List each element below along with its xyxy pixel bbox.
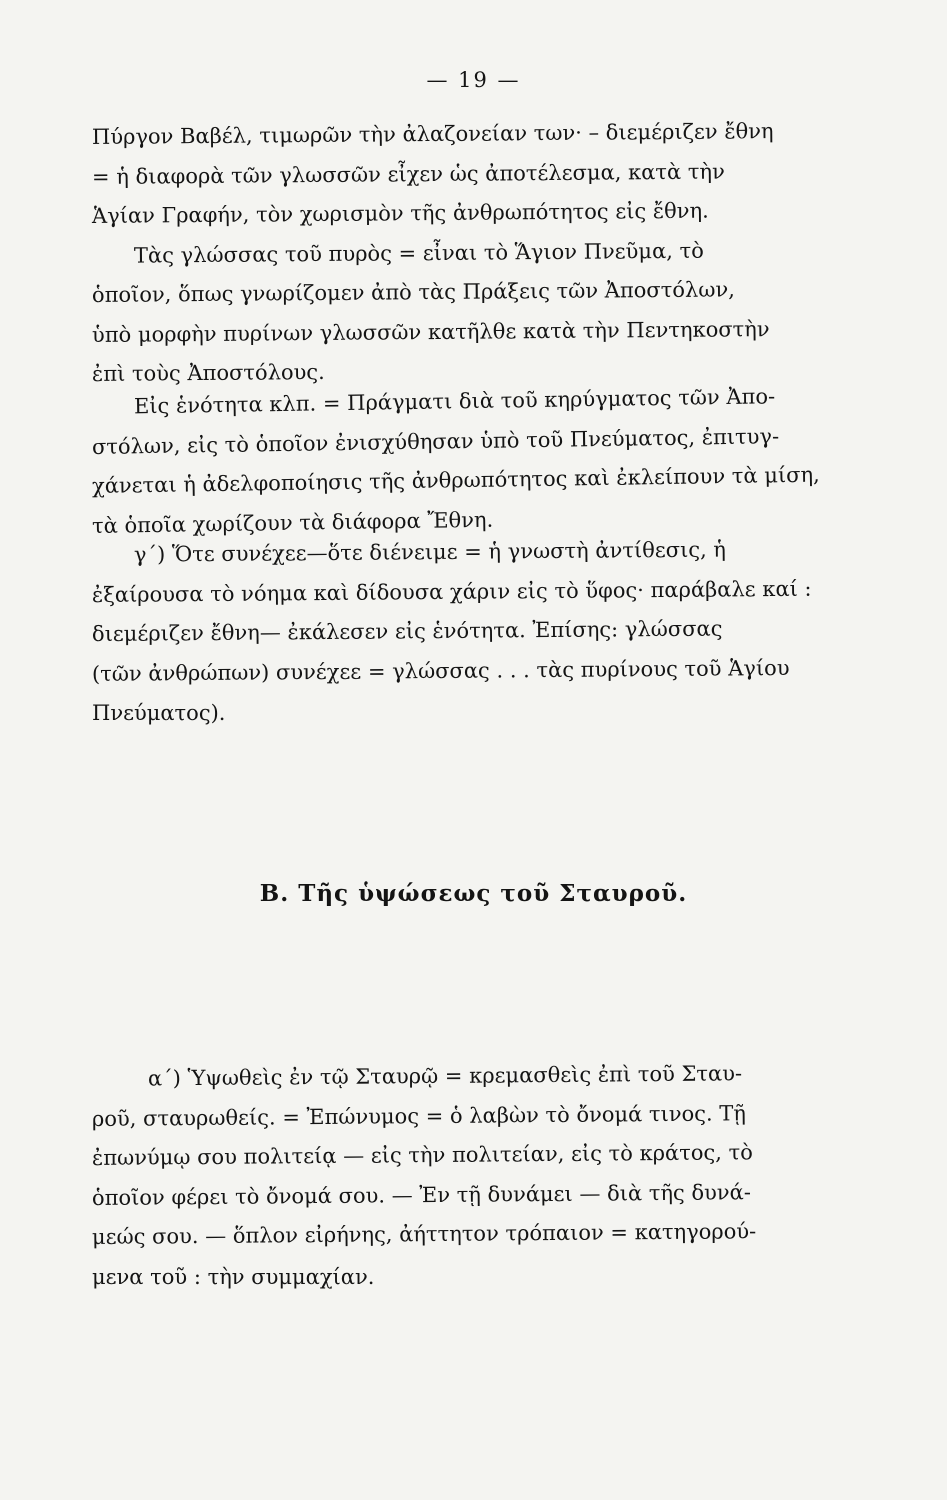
text-line: ροῦ, σταυρωθείς. = Ἐπώνυμος = ὁ λαβὼν τὸ ὄνομά τινος. Τῇ xyxy=(91,1100,747,1131)
page-number: — 19 — xyxy=(426,68,521,92)
text-line: = ἡ διαφορὰ τῶν γλωσσῶν εἶχεν ὡς ἀποτέλεσμα, κατὰ τὴν xyxy=(91,158,725,189)
text-line: Πνεύματος). xyxy=(92,701,226,725)
paragraph-tongues-explanation xyxy=(92,118,812,395)
text-line: Ἁγίαν Γραφήν, τὸν χωρισμὸν τῆς ἀνθρωπότητος εἰς ἔθνη. xyxy=(91,198,709,228)
text-line: χάνεται ἡ ἀδελφοποίησις τῆς ἀνθρωπότητος καὶ ἐκλείπουν τὰ μίση, xyxy=(91,462,820,498)
text-line: (τῶν ἀνθρώπων) συνέχεε = γλώσσας . . . τὰς πυρίνους τοῦ Ἁγίου xyxy=(91,655,790,686)
text-line: Εἰς ἑνότητα κλπ. = Πράγματι διὰ τοῦ κηρύγματος τῶν Ἀπο- xyxy=(133,384,776,419)
text-line: μενα τοῦ : τὴν συμμαχίαν. xyxy=(92,1264,375,1289)
text-line: ἐπὶ τοὺς Ἀποστόλους. xyxy=(91,359,325,386)
paragraph-unity xyxy=(91,384,820,546)
text-line: Πύργον Βαβέλ, τιμωρῶν τὴν ἀλαζονείαν των· – διεμέριζεν ἔθνη xyxy=(91,119,774,149)
paragraph-exaltation-of-cross xyxy=(92,1060,812,1297)
text-line: ἐπωνύμῳ σου πολιτείᾳ — εἰς τὴν πολιτείαν, εἰς τὸ κράτος, τὸ xyxy=(91,1140,753,1170)
text-line: διεμέριζεν ἔθνη— ἐκάλεσεν εἰς ἑνότητα. Ἐπίσης: γλώσσας xyxy=(91,616,723,646)
text-line: α΄) Ὑψωθεὶς ἐν τῷ Σταυρῷ = κρεμασθεὶς ἐπὶ τοῦ Σταυ- xyxy=(147,1061,743,1091)
text-line: ὑπὸ μορφὴν πυρίνων γλωσσῶν κατῆλθε κατὰ τὴν Πεντηκοστὴν xyxy=(91,316,770,347)
text-line: ὁποῖον, ὅπως γνωρίζομεν ἀπὸ τὰς Πράξεις τῶν Ἀποστόλων, xyxy=(91,277,735,307)
section-heading: Β. Τῆς ὑψώσεως τοῦ Σταυροῦ. xyxy=(259,880,688,907)
text-line: μεώς σου. — ὅπλον εἰρήνης, ἀήττητον τρόπαιον = κατηγορού- xyxy=(91,1219,757,1249)
text-line: ὁποῖον φέρει τὸ ὄνομά σου. — Ἐν τῇ δυνάμει — διὰ τῆς δυνά- xyxy=(91,1179,751,1210)
text-line: τὰ ὁποῖα χωρίζουν τὰ διάφορα Ἔθνη. xyxy=(91,507,494,538)
paragraph-gamma xyxy=(92,536,812,734)
text-line: ἐξαίρουσα τὸ νόημα καὶ δίδουσα χάριν εἰς τὸ ὕφος· παράβαλε καί : xyxy=(91,576,812,607)
text-line: στόλων, εἰς τὸ ὁποῖον ἐνισχύθησαν ὑπὸ τοῦ Πνεύματος, ἐπιτυγ- xyxy=(91,423,780,459)
text-line: Τὰς γλώσσας τοῦ πυρὸς = εἶναι τὸ Ἅγιον Πνεῦμα, τὸ xyxy=(133,238,704,268)
text-line: γ΄) Ὅτε συνέχεε—ὅτε διένειμε = ἡ γνωστὴ ἀντίθεσις, ἡ xyxy=(133,537,727,567)
